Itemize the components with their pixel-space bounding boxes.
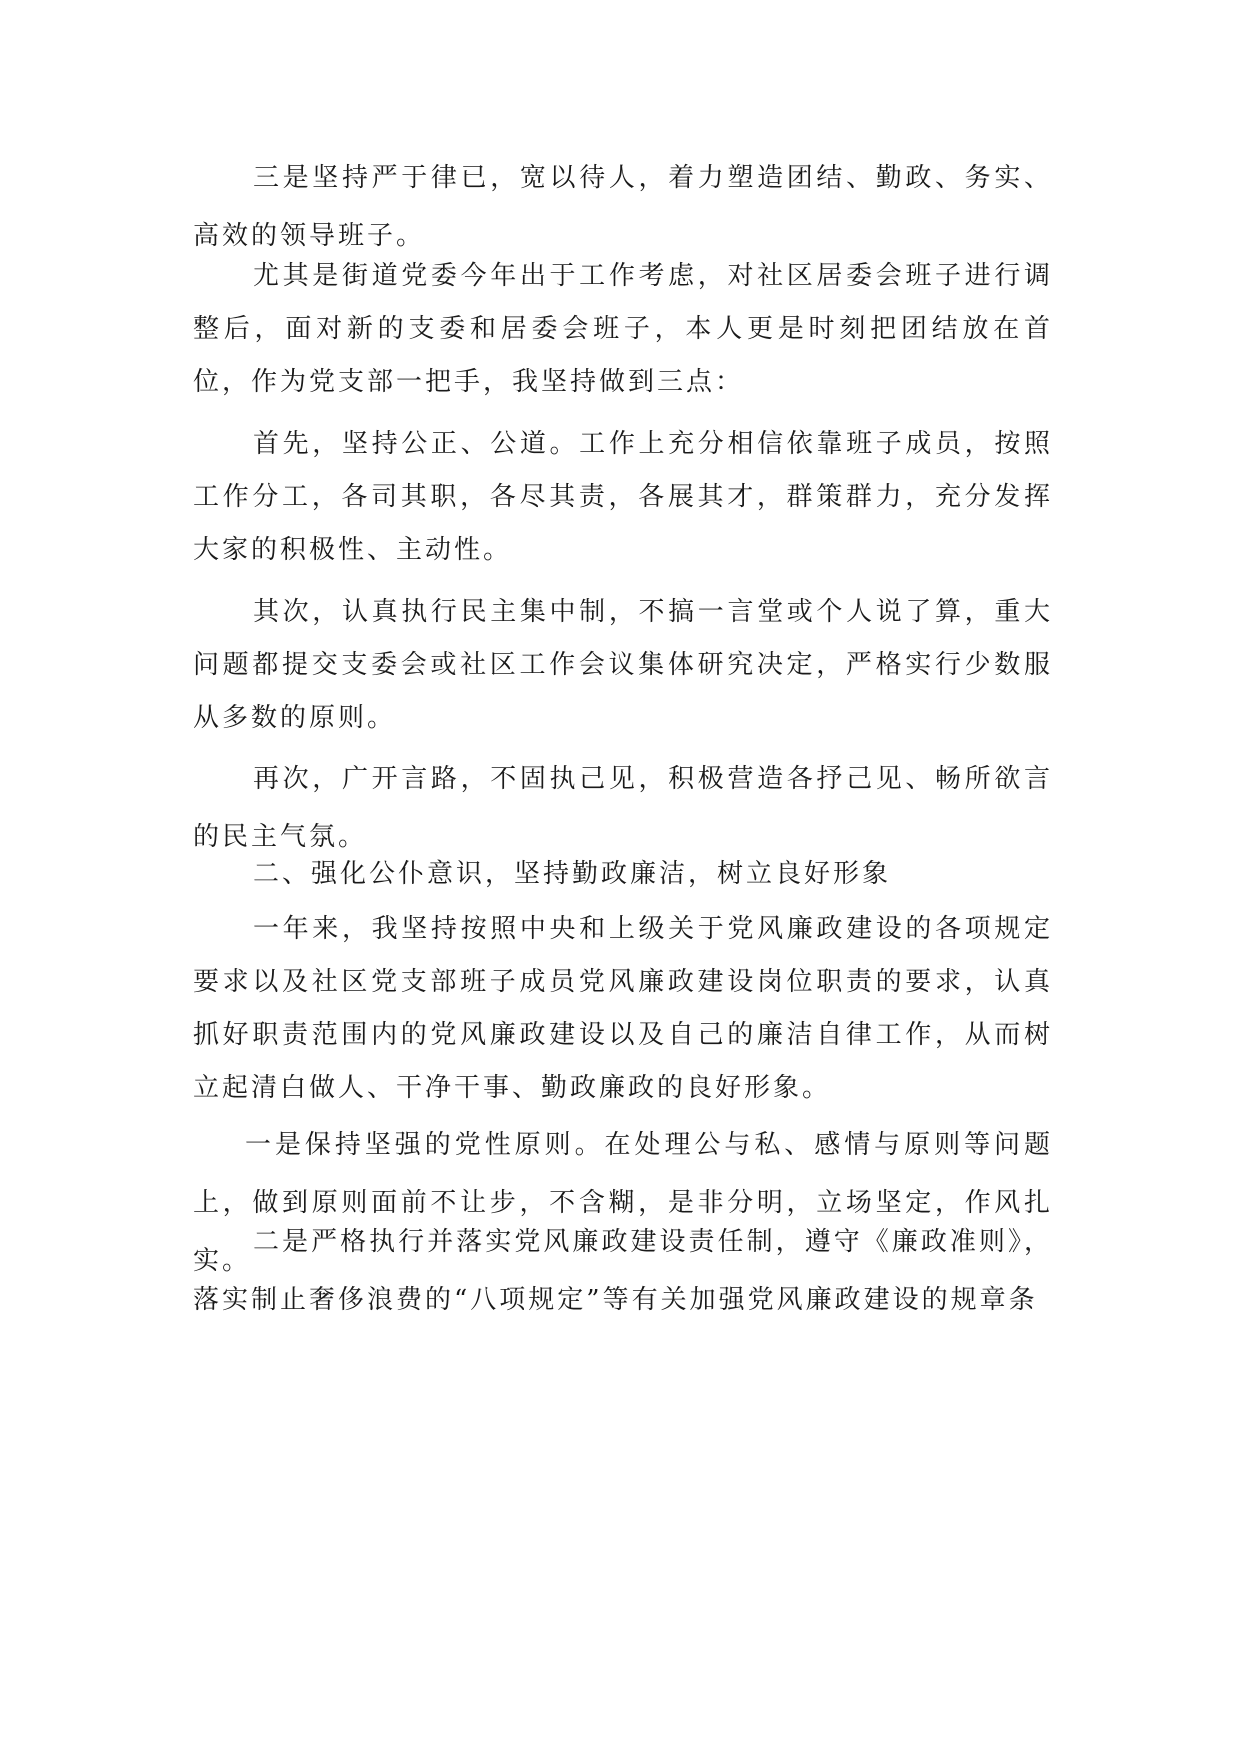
paragraph-clean-governance: 一年来，我坚持按照中央和上级关于党风廉政建设的各项规定要求以及社区党支部班子成员党风廉政建设岗位职责的要求，认真抓好职责范围内的党风廉政建设以及自己的廉洁自律工作，从而树立起清白做人、干净干事、勤政廉政的良好形象。	[193, 914, 1053, 1103]
paragraph-fairness: 首先，坚持公正、公道。工作上充分相信依靠班子成员，按照工作分工，各司其职，各尽其责，各展其才，群策群力，充分发挥大家的积极性、主动性。	[193, 429, 1053, 565]
paragraph-leadership-team: 三是坚持严于律已，宽以待人，着力塑造团结、勤政、务实、高效的领导班子。	[193, 163, 1053, 251]
paragraph-team-adjustment: 尤其是街道党委今年出于工作考虑，对社区居委会班子进行调整后，面对新的支委和居委会班子，本人更是时刻把团结放在首位，作为党支部一把手，我坚持做到三点：	[193, 261, 1053, 397]
paragraph-responsibility-system: 二是严格执行并落实党风廉政建设责任制，遵守《廉政准则》，落实制止奢侈浪费的“八项规定”等有关加强党风廉政建设的规章条	[193, 1227, 1053, 1315]
section-heading-integrity: 二、强化公仆意识，坚持勤政廉洁，树立良好形象	[253, 859, 892, 889]
paragraph-open-discussion: 再次，广开言路，不固执己见，积极营造各抒己见、畅所欲言的民主气氛。	[193, 764, 1053, 852]
paragraph-party-principle: 一是保持坚强的党性原则。在处理公与私、感情与原则等问题上，做到原则面前不让步，不含糊，是非分明，立场坚定，作风扎实。	[193, 1130, 1053, 1276]
paragraph-democratic-centralism: 其次，认真执行民主集中制，不搞一言堂或个人说了算，重大问题都提交支委会或社区工作会议集体研究决定，严格实行少数服从多数的原则。	[193, 597, 1053, 733]
